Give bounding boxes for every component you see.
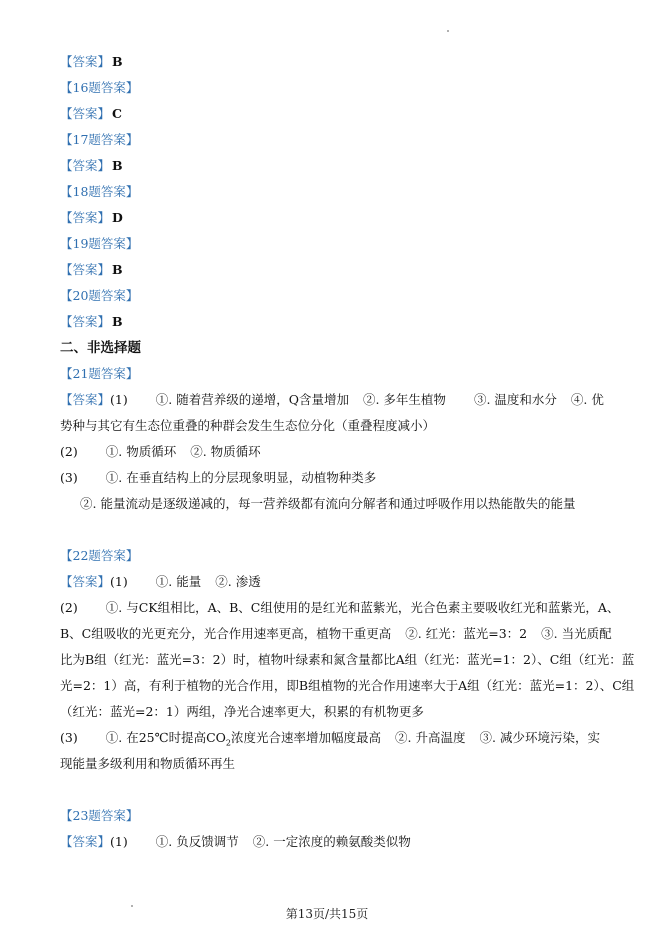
answer-line-19 [60, 262, 123, 278]
item-number: ①. [155, 574, 173, 589]
page-footer: 第13页/共15页 [285, 907, 369, 921]
item-number: ②. [252, 834, 270, 849]
question-title-16: 【16题答案】 [60, 80, 139, 95]
q22-line-6: （红光：蓝光=2：1）两组，净光合速率更大，积累的有机物更多 [60, 704, 424, 719]
answer-tag: 【答案】 [60, 392, 111, 407]
item-number: ②. [405, 626, 422, 641]
answer-line-17 [60, 158, 123, 174]
q21-line-5 [80, 496, 575, 512]
item-number: ①. [105, 470, 123, 485]
q22-line-8: 现能量多级利用和物质循环再生 [60, 756, 236, 771]
subscript: 2 [225, 738, 231, 748]
question-title-22: 【22题答案】 [60, 548, 139, 563]
item-number: ②. [80, 496, 97, 511]
question-title-20: 【20题答案】 [60, 288, 139, 303]
item-number: ①. [105, 444, 123, 459]
item-number: ①. [105, 730, 123, 745]
item-text: 红光：蓝光=3：2 [425, 626, 528, 641]
answer-tag: 【答案】 [60, 54, 111, 69]
item-text: 多年生植物 [383, 392, 446, 407]
question-title-19: 【19题答案】 [60, 236, 139, 251]
item-text: 浓度光合速率增加幅度最高 [230, 730, 381, 745]
answer-tag: 【答案】 [60, 314, 111, 329]
item-text: 负反馈调节 [176, 834, 239, 849]
question-title-23: 【23题答案】 [60, 808, 139, 823]
item-number: ④. [570, 392, 588, 407]
item-text: 一定浓度的赖氨酸类似物 [273, 834, 411, 849]
q21-line-3 [60, 444, 261, 460]
section-heading: 二、非选择题 [60, 340, 141, 356]
answer-tag: 【答案】 [60, 262, 111, 277]
item-number: ③. [479, 730, 496, 745]
item-number: ②. [215, 574, 232, 589]
item-text: 优 [591, 392, 604, 407]
answer-value: B [112, 314, 123, 329]
part-number: (2) [60, 600, 78, 615]
answer-tag: 【答案】 [60, 106, 111, 121]
answer-line-20 [60, 314, 123, 330]
part-number: (1) [110, 392, 128, 407]
item-number: ②. [190, 444, 207, 459]
answer-value: D [112, 210, 123, 225]
item-number: ①. [105, 600, 123, 615]
item-number: ③. [541, 626, 558, 641]
answer-tag: 【答案】 [60, 834, 111, 849]
item-number: ②. [395, 730, 412, 745]
part-number: (1) [110, 574, 128, 589]
item-text: 能量流动是逐级递减的，每一营养级都有流向分解者和通过呼吸作用以热能散失的能量 [100, 496, 576, 511]
q22-line-7 [60, 730, 600, 746]
q22-line-2 [60, 600, 619, 616]
item-text: 温度和水分 [494, 392, 557, 407]
q21-line-2: 势种与其它有生态位重叠的种群会发生生态位分化（重叠程度减小） [60, 418, 436, 433]
answer-value: C [112, 106, 122, 121]
item-text: 物质循环 [126, 444, 177, 459]
item-text: 在25℃时提高CO [126, 730, 226, 745]
scan-dot [131, 905, 133, 907]
item-text: 升高温度 [415, 730, 466, 745]
item-text: B、C组吸收的光更充分，光合作用速率更高，植物干重更高 [60, 626, 392, 641]
answer-value: B [112, 54, 123, 69]
q22-line-4: 比为B组（红光：蓝光=3：2）时，植物叶绿素和氮含量都比A组（红光：蓝光=1：2）、C组（红光：蓝 [60, 652, 635, 667]
item-number: ①. [155, 392, 173, 407]
answer-value: B [112, 262, 123, 277]
q22-line-1 [60, 574, 261, 590]
q23-line-1 [60, 834, 411, 850]
item-number: ②. [362, 392, 380, 407]
part-number: (1) [110, 834, 128, 849]
q22-line-5: 光=2：1）高，有利于植物的光合作用，即B组植物的光合作用速率大于A组（红光：蓝光=1：2）、C组 [60, 678, 635, 693]
item-text: 能量 [176, 574, 202, 589]
answer-tag: 【答案】 [60, 210, 111, 225]
question-title-21: 【21题答案】 [60, 366, 139, 381]
answer-line-16 [60, 106, 122, 122]
q21-line-4 [60, 470, 376, 486]
item-text: 减少环境污染，实 [499, 730, 600, 745]
q21-line-1 [60, 392, 604, 408]
part-number: (3) [60, 730, 78, 745]
scan-dot [447, 30, 449, 32]
question-title-17: 【17题答案】 [60, 132, 139, 147]
item-text: 随着营养级的递增，Q含量增加 [176, 392, 349, 407]
answer-value: B [112, 158, 123, 173]
item-text: 渗透 [235, 574, 261, 589]
q22-line-3 [60, 626, 612, 642]
item-number: ③. [473, 392, 491, 407]
question-title-18: 【18题答案】 [60, 184, 139, 199]
item-text: 在垂直结构上的分层现象明显，动植物种类多 [126, 470, 377, 485]
item-text: 物质循环 [210, 444, 261, 459]
answer-tag: 【答案】 [60, 158, 111, 173]
part-number: (2) [60, 444, 78, 459]
answer-line-18 [60, 210, 123, 226]
part-number: (3) [60, 470, 78, 485]
item-text: 与CK组相比，A、B、C组使用的是红光和蓝紫光，光合色素主要吸收红光和蓝紫光，A、 [126, 600, 620, 615]
answer-tag: 【答案】 [60, 574, 111, 589]
item-text: 当光质配 [561, 626, 612, 641]
item-number: ①. [155, 834, 173, 849]
answer-line-15 [60, 54, 123, 70]
